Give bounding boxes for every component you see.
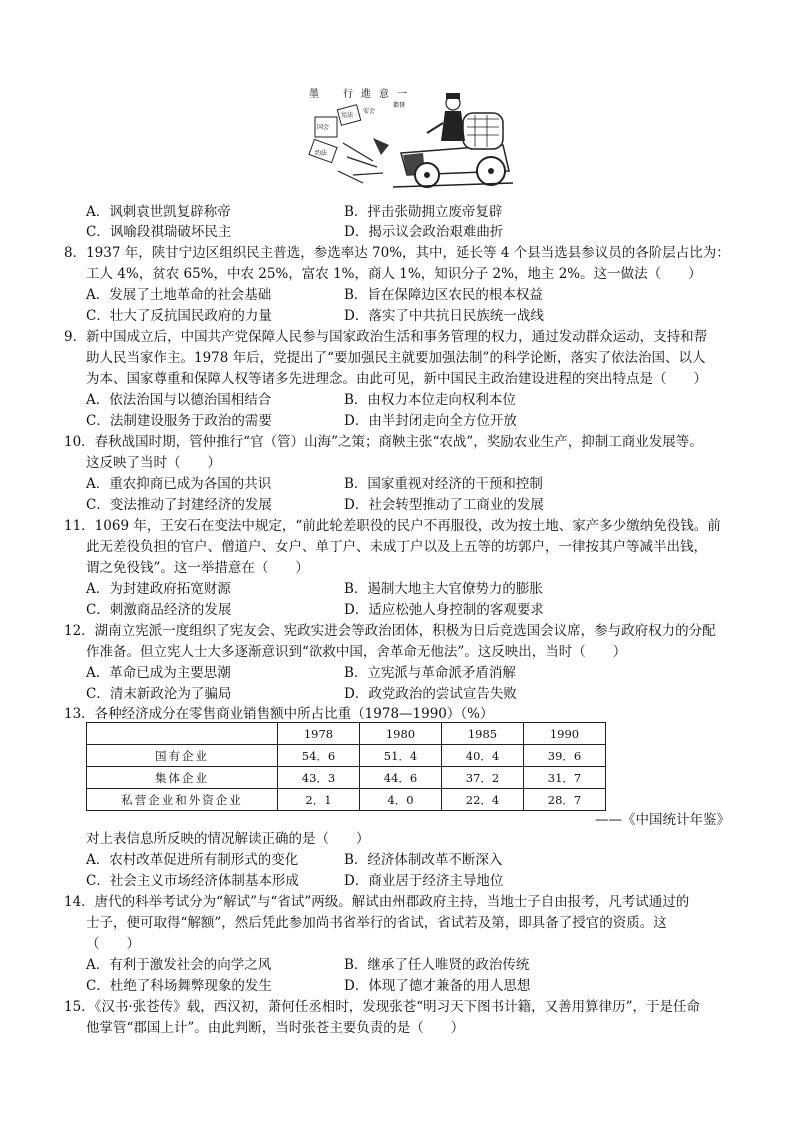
q7-option-a: A．讽刺袁世凯复辟称帝 [86, 204, 231, 220]
table-header-row [87, 723, 606, 745]
cartoon-mark: 墨 [309, 89, 319, 100]
q13-option-a: A．农村改革促进所有制形式的变化 [86, 852, 299, 868]
cartoon-label-xianfa: 宪法 [341, 112, 354, 119]
cartoon-label-dudu: 都督 [393, 102, 406, 109]
table-cell: 39．6 [524, 745, 606, 767]
q11-stem-line2: 此无差役负担的官户、僧道户、女户、单丁户、未成丁户以及上五等的坊郭户，一律按其户等减半出钱， [86, 539, 707, 555]
q11-option-a: A．为封建政府拓宽财源 [86, 581, 231, 597]
table-cell: 44．6 [360, 767, 442, 789]
q14-option-a: A．有利于激发社会的向学之风 [86, 957, 272, 973]
q13-stem-line1: 13．各种经济成分在零售商业销售额中所占比重（1978—1990）（%） [64, 706, 494, 722]
table-cell: 28．7 [524, 789, 606, 811]
q8-stem-line2: 工人 4%，贫农 65%，中农 25%，富农 1%，商人 1%，知识分子 2%，地主 2%。这一做法（ ） [86, 266, 702, 282]
table-cell: 1990 [524, 723, 606, 745]
cartoon-label-anhui: 安会 [363, 108, 376, 115]
q8-stem-line1: 8．1937 年，陕甘宁边区组织民主普选，参选率达 70%，其中，延长等 4 个县当选县参议员的各阶层占比为： [64, 245, 730, 261]
q7-option-d: D．揭示议会政治艰难曲折 [344, 224, 504, 240]
q7-option-b: B．抨击张勋拥立废帝复辟 [344, 204, 503, 220]
q11-stem-line1: 11．1069 年，王安石在变法中规定，“前此轮差职役的民户不再服役，改为按土地、家产多少缴纳免役钱。前 [64, 518, 721, 534]
cartoon-label-yuefa: 约法 [315, 150, 328, 157]
q11-option-c: C．刺激商品经济的发展 [86, 602, 232, 618]
table-row-label [87, 723, 278, 745]
q9-option-c: C．法制建设服务于政治的需要 [86, 413, 272, 429]
q10-option-d: D．社会转型推动了工商业的发展 [344, 497, 544, 513]
q12-option-d: D．政党政治的尝试宣告失败 [344, 686, 517, 702]
q12-option-a: A．革命已成为主要思潮 [86, 665, 231, 681]
q14-option-b: B．继承了任人唯贤的政治传统 [344, 957, 530, 973]
political-cartoon-image [303, 83, 517, 191]
table-cell: 31．7 [524, 767, 606, 789]
q9-stem-line2: 助人民当家作主。1978 年后，党提出了“要加强民主就要加强法制”的科学论断，落实了依法治国、以人 [86, 350, 706, 366]
table-cell: 4．0 [360, 789, 442, 811]
q11-option-d: D．适应松弛人身控制的客观要求 [344, 602, 544, 618]
q11-stem-line3: 谓之免役钱”。这一举措意在（ ） [86, 560, 309, 576]
table-cell: 54．6 [278, 745, 360, 767]
table-cell: 37．2 [442, 767, 524, 789]
q11-option-b: B．遏制大地主大官僚势力的膨胀 [344, 581, 543, 597]
table-cell: 40．4 [442, 745, 524, 767]
q9-option-d: D．由半封闭走向全方位开放 [344, 413, 517, 429]
q9-stem-line3: 为本、国家尊重和保障人权等诸多先进理念。由此可见，新中国民主政治建设进程的突出特点是（ ） [86, 371, 707, 387]
q14-stem-line1: 14．唐代的科举考试分为“解试”与“省试”两级。解试由州郡政府主持，当地士子自由报考，凡考试通过的 [64, 894, 690, 910]
q8-option-a: A．发展了土地革命的社会基础 [86, 287, 272, 303]
q14-option-d: D．体现了德才兼备的用人思想 [344, 978, 531, 994]
q10-stem-line1: 10．春秋战国时期，管仲推行“官（管）山海”之策；商鞅主张“农战”，奖励农业生产，抑制工商业发展等。 [64, 434, 703, 450]
table-cell: 1978 [278, 723, 360, 745]
table-cell: 22．4 [442, 789, 524, 811]
q10-stem-line2: 这反映了当时（ ） [86, 455, 221, 471]
q12-option-c: C．清末新政沦为了骗局 [86, 686, 232, 702]
cartoon-caption: 行進意一 [343, 89, 415, 100]
table-cell: 2．1 [278, 789, 360, 811]
q12-stem-line2: 作准备。但立宪人士大多逐渐意识到“欲救中国，舍革命无他法”。这反映出，当时（ ） [86, 644, 627, 660]
table-row-label: 国有企业 [87, 745, 278, 767]
q15-stem-line2: 他掌管“郡国上计”。由此判断，当时张苍主要负责的是（ ） [86, 1020, 465, 1036]
q10-option-a: A．重农抑商已成为各国的共识 [86, 476, 272, 492]
q14-stem-line3: （ ） [86, 936, 140, 952]
q7-option-c: C．讽喻段祺瑞破坏民主 [86, 224, 232, 240]
q13-table-source: ——《中国统计年鉴》 [595, 812, 730, 828]
q13-statistics-table [86, 722, 606, 811]
q13-option-c: C．社会主义市场经济体制基本形成 [86, 873, 299, 889]
q10-option-b: B．国家重视对经济的干预和控制 [344, 476, 543, 492]
q9-option-a: A．依法治国与以德治国相结合 [86, 392, 272, 408]
q13-option-b: B．经济体制改革不断深入 [344, 852, 503, 868]
table-row [87, 745, 606, 767]
q15-stem-line1: 15．《汉书·张苍传》载，西汉初，萧何任丞相时，发现张苍“明习天下图书计籍，又善用算律历”，于是任命 [64, 999, 701, 1015]
q12-option-b: B．立宪派与革命派矛盾消解 [344, 665, 516, 681]
q12-stem-line1: 12．湖南立宪派一度组织了宪友会、宪政实进会等政治团体，积极为日后竞选国会议席，参与政府权力的分配 [64, 623, 716, 639]
q9-stem-line1: 9．新中国成立后，中国共产党保障人民参与国家政治生活和事务管理的权力，通过发动群众运动，支持和帮 [64, 329, 708, 345]
cartoon-label-guohui: 国会 [317, 124, 330, 131]
q8-option-b: B．旨在保障边区农民的根本权益 [344, 287, 543, 303]
q14-option-c: C．杜绝了科场舞弊现象的发生 [86, 978, 272, 994]
q9-option-b: B．由权力本位走向权利本位 [344, 392, 516, 408]
q14-stem-line2: 士子，便可取得“解额”，然后凭此参加尚书省举行的省试，省试若及第，即具备了授官的资质。这 [86, 915, 667, 931]
q8-option-c: C．壮大了反抗国民政府的力量 [86, 308, 272, 324]
q13-option-d: D．商业居于经济主导地位 [344, 873, 504, 889]
q8-option-d: D．落实了中共抗日民族统一战线 [344, 308, 544, 324]
table-cell: 1980 [360, 723, 442, 745]
table-row-label: 集体企业 [87, 767, 278, 789]
table-cell: 43．3 [278, 767, 360, 789]
q10-option-c: C．变法推动了封建经济的发展 [86, 497, 272, 513]
table-row [87, 767, 606, 789]
table-row [87, 789, 606, 811]
table-row-label: 私营企业和外资企业 [87, 789, 278, 811]
table-cell: 51．4 [360, 745, 442, 767]
table-cell: 1985 [442, 723, 524, 745]
q13-stem-line2: 对上表信息所反映的情况解读正确的是（ ） [86, 831, 370, 847]
